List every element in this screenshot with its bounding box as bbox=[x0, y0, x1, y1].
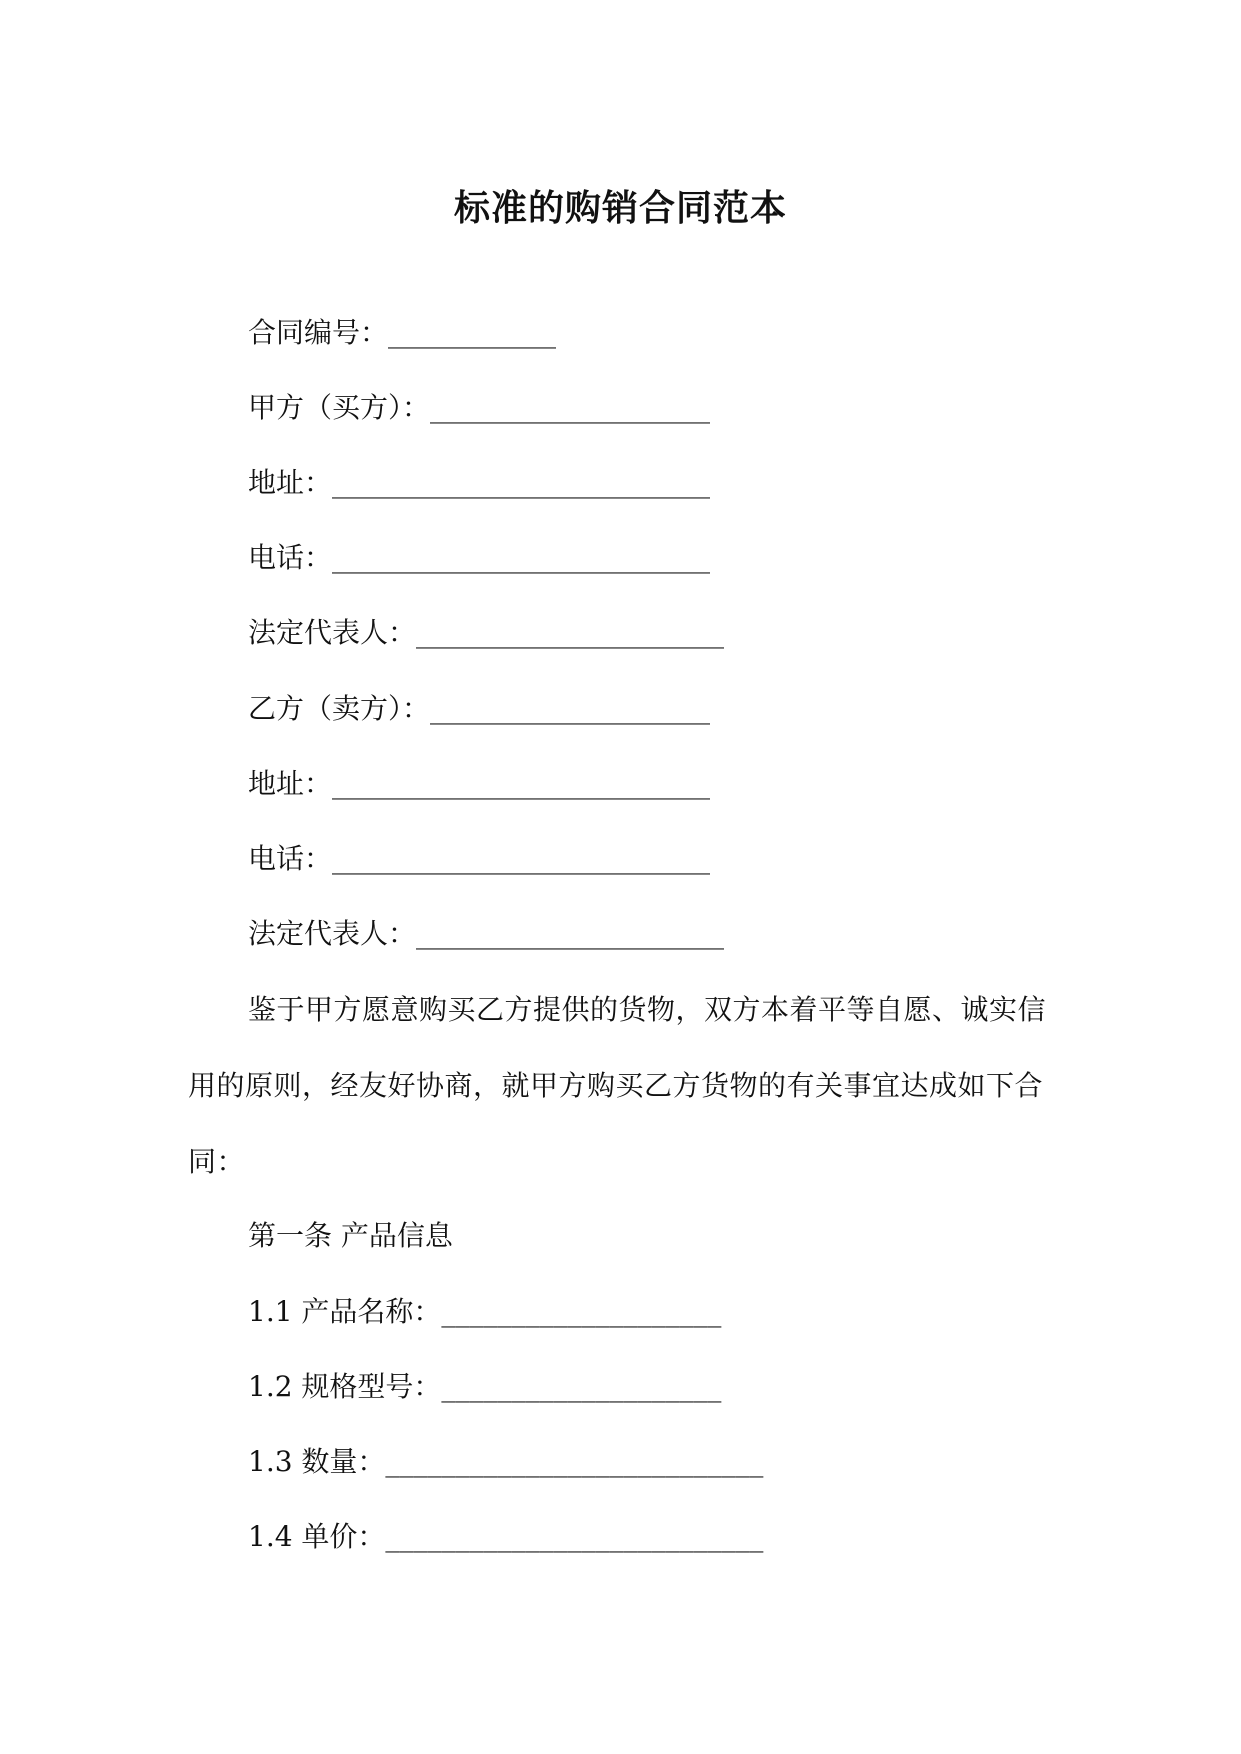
unit-price-field: 1.4 单价：___________________________ bbox=[248, 1520, 764, 1553]
party-b-legal-rep-field: 法定代表人：______________________ bbox=[248, 917, 725, 950]
party-b-seller-field: 乙方（卖方）：____________________ bbox=[248, 692, 711, 725]
spec-model-field: 1.2 规格型号：____________________ bbox=[248, 1370, 722, 1403]
document-title: 标准的购销合同范本 bbox=[453, 187, 787, 229]
preamble-paragraph: 鉴于甲方愿意购买乙方提供的货物，双方本着平等自愿、诚实信用的原则，经友好协商，就甲方购买乙方货物的有关事宜达成如下合同： bbox=[188, 993, 1047, 1178]
party-a-address-field: 地址：___________________________ bbox=[248, 466, 711, 499]
product-name-field: 1.1 产品名称：____________________ bbox=[248, 1295, 722, 1328]
quantity-field: 1.3 数量：___________________________ bbox=[248, 1445, 764, 1478]
party-b-address-field: 地址：___________________________ bbox=[248, 767, 711, 800]
party-b-phone-field: 电话：___________________________ bbox=[248, 842, 711, 875]
section-1-heading: 第一条 产品信息 bbox=[248, 1219, 453, 1252]
party-a-buyer-field: 甲方（买方）：____________________ bbox=[248, 391, 711, 424]
contract-number-field: 合同编号：____________ bbox=[248, 316, 557, 349]
party-a-phone-field: 电话：___________________________ bbox=[248, 541, 711, 574]
party-a-legal-rep-field: 法定代表人：______________________ bbox=[248, 616, 725, 649]
